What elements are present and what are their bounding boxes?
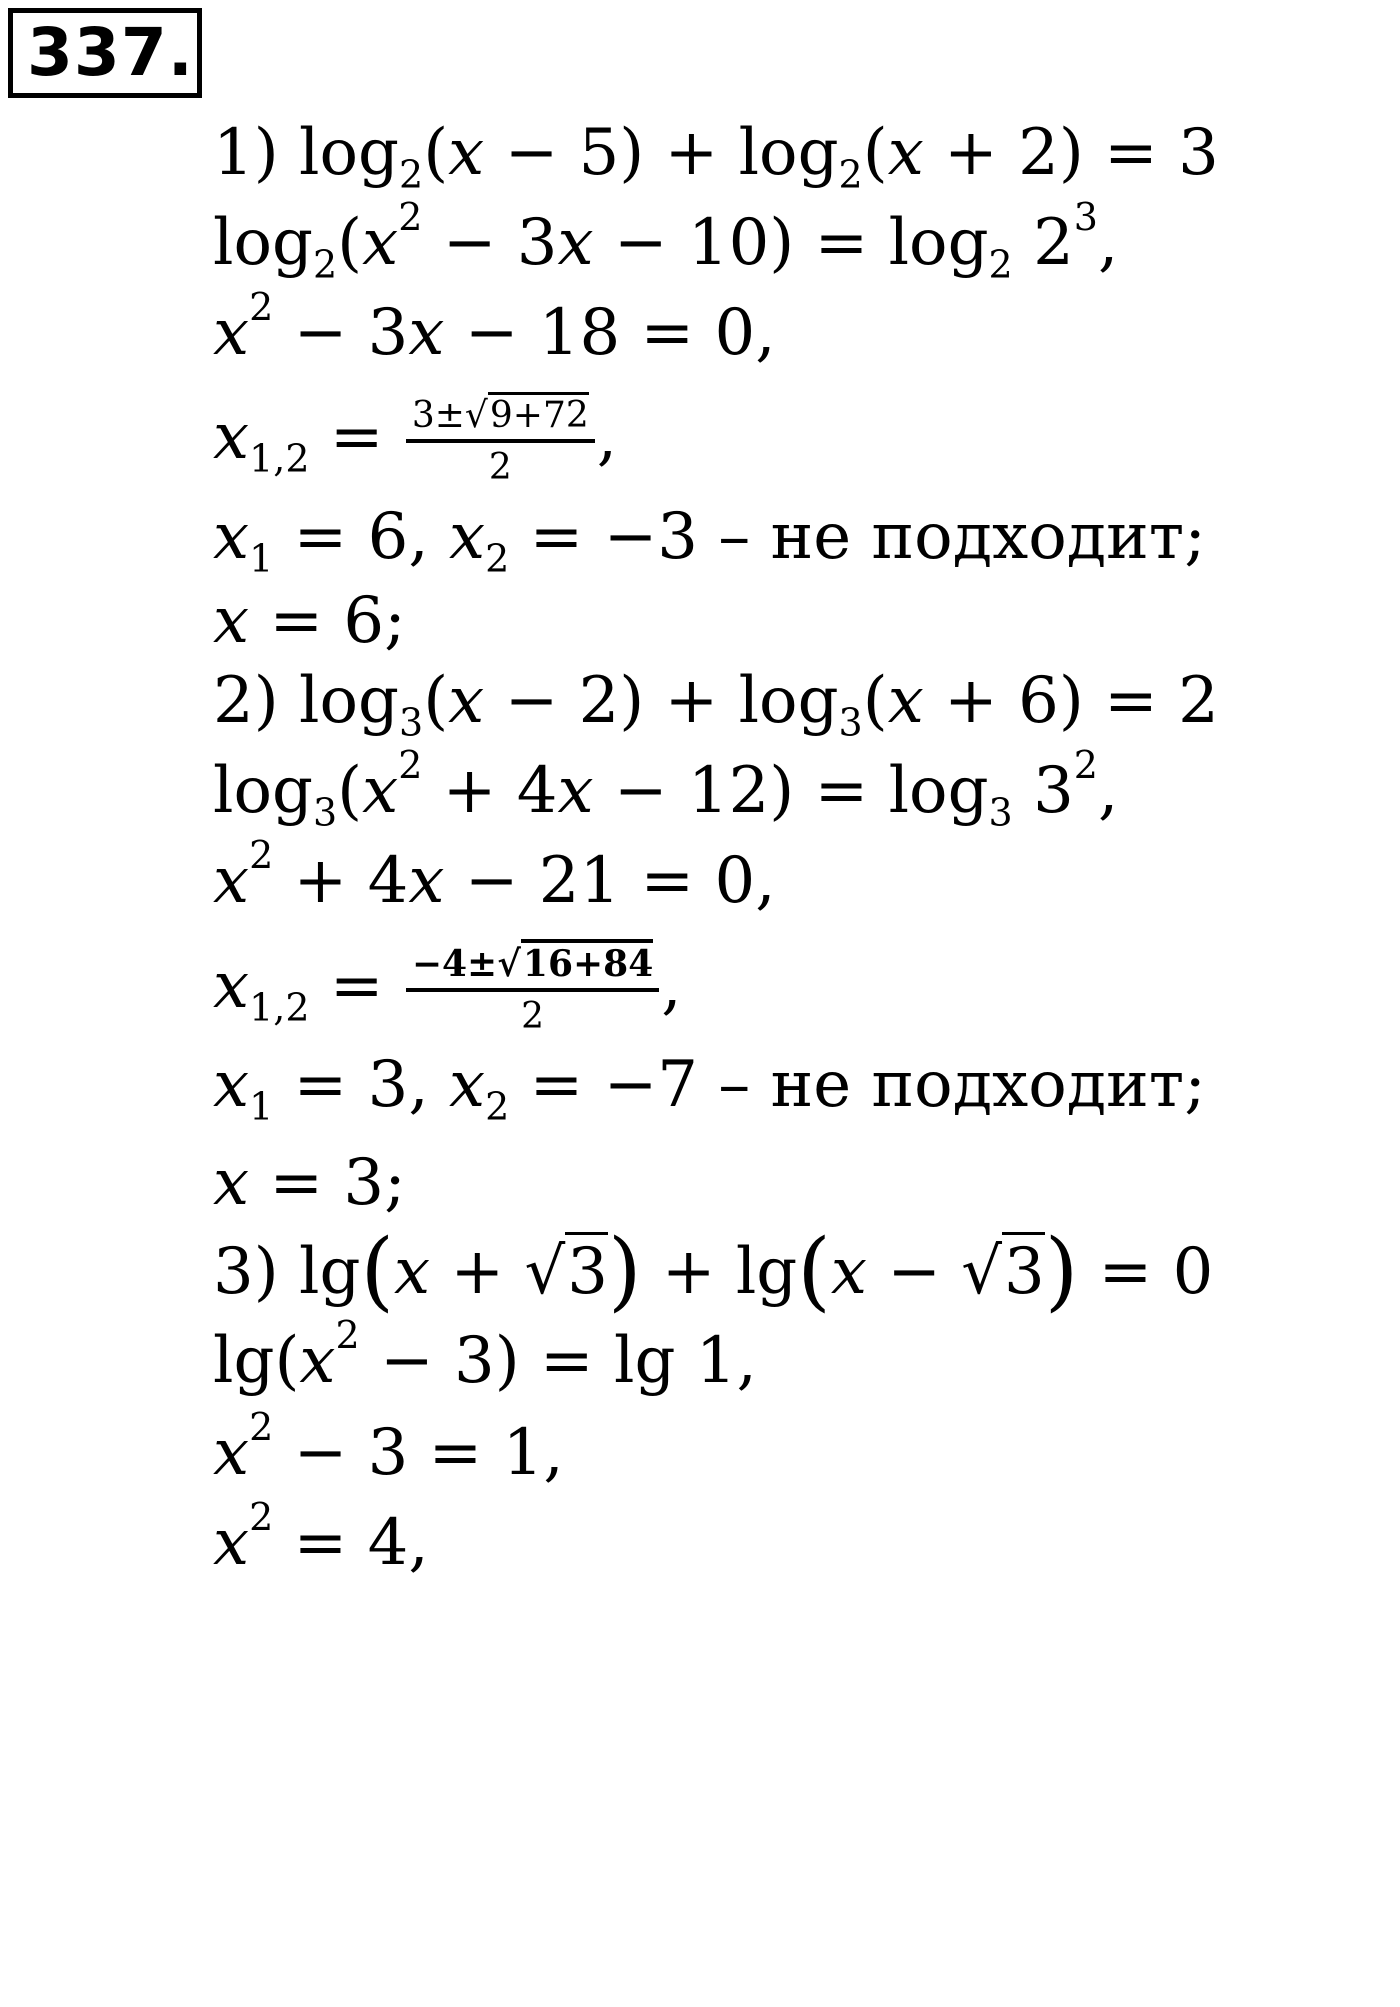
p1-answer: x = 6; (213, 584, 406, 658)
p2-label: 2) (213, 664, 279, 738)
p1-fraction: $\frac{3\pm√9+72}{2}$ (406, 395, 595, 488)
p2-step3: $x_{1,2}$ = $\frac{-4\pm√16+84}{2}$ , (213, 926, 1393, 1046)
problem-number: 337. (8, 8, 202, 98)
p1-equation: 1) $\log_2(x - 5) + \log_2(x + 2) = 3$ (213, 116, 1219, 197)
p1-step1: $\log_2(x^2 - 3x - 10) = \log_2 2^3$, (213, 194, 1119, 287)
p1-not-fit: не подходит; (770, 500, 1206, 574)
p1-label: 1) (213, 116, 279, 190)
p1-step3: $x_{1,2}$ = $\frac{3\pm√9+72}{2}$ , (213, 382, 1393, 492)
p1-exp: 3 (1073, 194, 1098, 239)
p2-step1: $\log_3(x^2 + 4x - 12) = \log_3 3^2$, (213, 742, 1119, 835)
p2-fraction: $\frac{-4\pm√16+84}{2}$ (406, 944, 659, 1037)
p3-label: 3) (213, 1235, 279, 1309)
p1-step2: $x^2 - 3x - 18 = 0$, (213, 284, 776, 370)
p3-rhs: 0 (1172, 1235, 1214, 1309)
p2-step2: $x^2 + 4x - 21 = 0$, (213, 832, 776, 918)
p3-equation: 3) lg(x + √3) + lg(x − √3) = 0 (213, 1220, 1214, 1321)
p1-step4: $x_1 = 6$, $x_2 = -3$ – не подходит; (213, 500, 1206, 581)
p2-answer: x = 3; (213, 1146, 406, 1220)
p2-rhs: 2 (1178, 664, 1219, 738)
p1-rhs: 3 (1178, 116, 1219, 190)
p3-step2: $x^2 - 3 = 1$, (213, 1404, 564, 1490)
p3-step3: $x^2 = 4$, (213, 1494, 429, 1580)
p1-log-base: 2 (988, 242, 1013, 287)
p2-step4: $x_1 = 3$, $x_2 = -7$ – не подходит; (213, 1048, 1206, 1129)
p2-equation: 2) $\log_3(x - 2) + \log_3(x + 6) = 2$ (213, 664, 1219, 745)
p3-step1: $\lg(x^2 - 3) = \lg 1$, (213, 1312, 757, 1398)
